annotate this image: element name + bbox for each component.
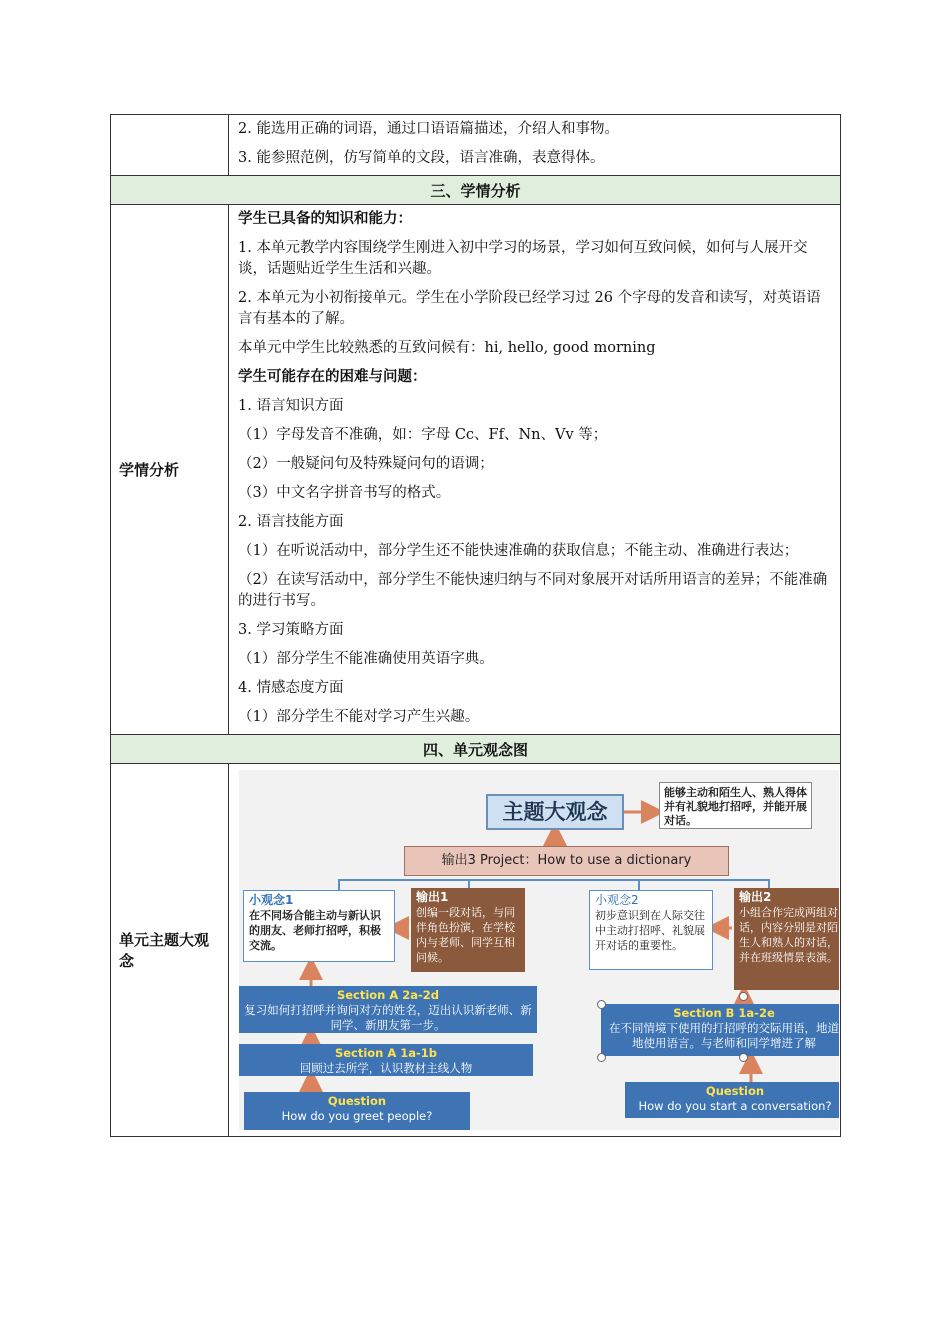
section-b-1a-2e-title: Section B 1a-2e (673, 1006, 775, 1020)
goal-box: 能够主动和陌生人、熟人得体并有礼貌地打招呼，并能开展对话。 (659, 782, 812, 829)
resize-handle-bl[interactable] (597, 1053, 606, 1062)
problem-1: 1. 语言知识方面 (238, 398, 344, 414)
known-1: 1. 本单元教学内容围绕学生刚进入初中学习的场景，学习如何互致问候，如何与人展开交谈，话题贴近学生生活和兴趣。 (238, 240, 808, 277)
question2-text: How do you start a conversation? (638, 1099, 832, 1113)
question1-box (244, 1092, 470, 1130)
concept1-title: 小观念1 (249, 893, 294, 907)
known-3: 本单元中学生比较熟悉的互致问候有：hi, hello, good morning (238, 340, 656, 356)
output2-title: 输出2 (739, 890, 772, 904)
problem-2-1: （1）在听说活动中，部分学生还不能快速准确的获取信息；不能主动、准确进行表达； (238, 543, 799, 559)
concept-map-cell (229, 764, 841, 1137)
analysis-row (111, 205, 841, 735)
output2-box (734, 888, 839, 990)
analysis-label: 学情分析 (111, 205, 229, 735)
output1-text: 创编一段对话，与同伴角色扮演，在学校内与老师、同学互相问候。 (416, 906, 515, 964)
lesson-plan-table (110, 114, 841, 1137)
question1-text: How do you greet people? (281, 1109, 433, 1123)
problem-3: 3. 学习策略方面 (238, 622, 344, 638)
problem-1-1: （1）字母发音不准确，如：字母 Cc、Ff、Nn、Vv 等； (238, 427, 608, 443)
section4-heading: 四、单元观念图 (111, 735, 841, 764)
known-title: 学生已具备的知识和能力： (238, 211, 412, 227)
section-a-1a-1b-title: Section A 1a-1b (334, 1046, 438, 1060)
problems-title: 学生可能存在的困难与问题： (238, 369, 427, 385)
section-b-1a-2e-text: 在不同情境下使用的打招呼的交际用语，地道地使用语言。与老师和同学增进了解 (609, 1021, 839, 1050)
resize-handle-bm[interactable] (739, 1053, 748, 1062)
section-a-2a-2d-title: Section A 2a-2d (336, 988, 440, 1002)
section-a-2a-2d-box (239, 986, 537, 1033)
problem-4-1: （1）部分学生不能对学习产生兴趣。 (238, 709, 480, 725)
concept1-text: 在不同场合能主动与新认识的朋友、老师打招呼，积极交流。 (249, 909, 381, 952)
rotate-handle[interactable] (739, 992, 748, 1001)
question1-title: Question (327, 1094, 387, 1108)
concept1-box (243, 890, 395, 962)
theme-big-idea: 主题大观念 (486, 794, 624, 830)
connector-top (339, 880, 769, 890)
problem-1-2: （2）一般疑问句及特殊疑问句的语调； (238, 456, 494, 472)
objectives-row (111, 115, 841, 176)
problem-2-2: （2）在读写活动中，部分学生不能快速归纳与不同对象展开对话所用语言的差异；不能准确的进行书写。 (238, 572, 828, 609)
concept-map (239, 770, 839, 1130)
section3-heading: 三、学情分析 (111, 176, 841, 205)
concept-map-label: 单元主题大观念 (111, 764, 229, 1137)
problem-1-3: （3）中文名字拼音书写的格式。 (238, 485, 451, 501)
problem-4: 4. 情感态度方面 (238, 680, 344, 696)
concept2-title: 小观念2 (595, 893, 639, 907)
analysis-content (229, 205, 841, 735)
output2-text: 小组合作完成两组对话，内容分别是对陌生人和熟人的对话，并在班级情景表演。 (739, 906, 838, 964)
output3-box: 输出3 Project：How to use a dictionary (404, 846, 729, 876)
concept2-box (589, 890, 713, 970)
question2-box (625, 1082, 839, 1118)
section-b-1a-2e-box (601, 1004, 839, 1056)
problem-3-1: （1）部分学生不能准确使用英语字典。 (238, 651, 494, 667)
objectives-content (229, 115, 841, 176)
section-a-2a-2d-text: 复习如何打招呼并询问对方的姓名，迈出认识新老师、新同学、新朋友第一步。 (244, 1003, 532, 1032)
known-2: 2. 本单元为小初衔接单元。学生在小学阶段已经学习过 26 个字母的发音和读写，对英语语言有基本的了解。 (238, 290, 821, 327)
section-a-1a-1b-text: 回顾过去所学，认识教材主线人物 (299, 1061, 473, 1075)
resize-handle-tl[interactable] (597, 1000, 606, 1009)
concept-map-row (111, 764, 841, 1137)
objective-item-3: 3. 能参照范例，仿写简单的文段，语言准确，表意得体。 (238, 150, 605, 166)
section-a-1a-1b-box (239, 1044, 533, 1076)
concept2-text: 初步意识到在人际交往中主动打招呼、礼貌展开对话的重要性。 (595, 909, 705, 952)
problem-2: 2. 语言技能方面 (238, 514, 344, 530)
output1-box (411, 888, 525, 972)
objective-item-2: 2. 能选用正确的词语，通过口语语篇描述，介绍人和事物。 (238, 121, 619, 137)
output1-title: 输出1 (416, 890, 449, 904)
question2-title: Question (705, 1084, 765, 1098)
objectives-left-cell (111, 115, 229, 176)
